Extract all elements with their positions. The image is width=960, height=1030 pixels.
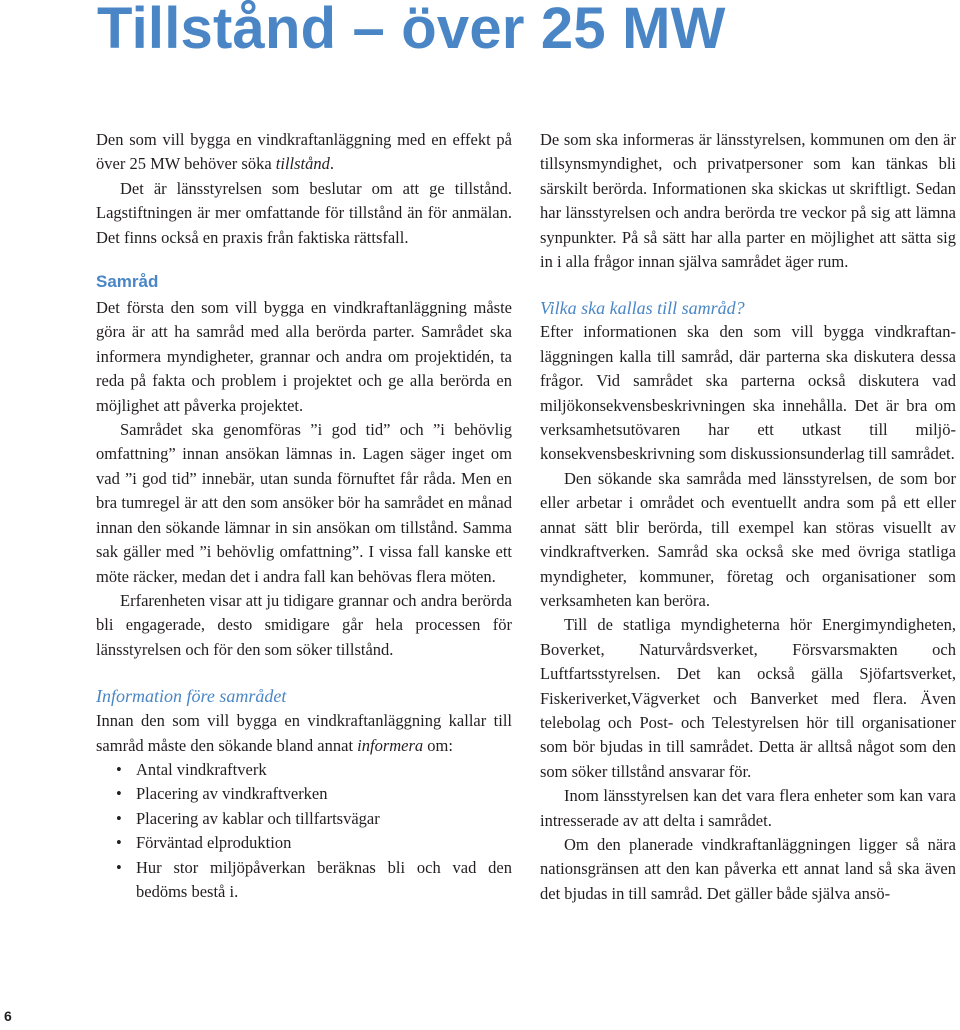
intro-paragraph — [96, 128, 512, 177]
bullet-icon: • — [116, 808, 122, 828]
information-list — [96, 758, 512, 904]
bullet-icon: • — [116, 784, 122, 804]
page-title: Tillstånd – över 25 MW — [97, 0, 726, 61]
vilka-paragraph-1: Efter informationen ska den som vill bygga vindkraftanläggningen kalla till samråd, där parterna ska diskutera dessa frågor. Vid samrådet ska parterna också diskutera vad miljökonsekvensbeskrivningen ska innehålla. Det är bra om verksamhetsutövaren har ett utkast till miljökonsekvensbeskrivning som diskussionsunderlag till samrådet. — [540, 322, 956, 464]
vilka-paragraph-4: Inom länsstyrelsen kan det vara flera enheter som kan vara intresserade av att delta i samrådet. — [540, 786, 956, 830]
right-column — [540, 128, 956, 906]
information-paragraph — [96, 709, 512, 758]
list-item — [116, 856, 512, 905]
samrad-paragraph-2: Samrådet ska genomföras ”i god tid” och ”i behövlig omfattning” innan ansökan lämnas in. Lagen säger inget om vad ”i god tid” innebär, utan sunda förnuftet får råda. Men en bra tumregel är att den som ansöker bör ha samrådet en månad innan den sökande lämnar in sin ansökan om tillstånd. Samma sak gäller med ”i behövlig omfattning”. I vissa fall kanske ett möte räcker, medan det i andra fall kan behövas flera möten. — [96, 420, 512, 586]
samrad-paragraph-3: Erfarenheten visar att ju tidigare grannar och andra berörda bli engagerade, desto smidigare går hela processen för länsstyrelsen och för den som söker tillstånd. — [96, 590, 512, 659]
list-item — [116, 807, 512, 831]
list-item-text: Placering av vindkraftverken — [136, 784, 328, 804]
intro-emphasis: tillstånd — [275, 154, 330, 174]
section-heading-vilka: Vilka ska kallas till samråd? — [540, 298, 745, 319]
bullet-icon: • — [116, 759, 122, 779]
list-item — [116, 831, 512, 855]
section-heading-samrad: Samråd — [96, 272, 159, 292]
list-item-text: Förväntad elproduktion — [136, 833, 292, 853]
vilka-paragraph-2: Den sökande ska samråda med länsstyrelsen, de som bor eller arbetar i området och eventuellt andra som på ett eller annat sätt blir berörda, till exempel kan störas visuellt av vindkraftverken. Samråd ska också ske med övriga statliga myndigheter, kommuner, företag och organisationer som verksamheten kan beröra. — [540, 468, 956, 610]
page-number: 6 — [4, 1008, 12, 1024]
information-text-end: om: — [423, 735, 453, 755]
samrad-paragraph-1: Det första den som vill bygga en vindkraftanläggning måste göra är att ha samråd med alla berörda parter. Samrådet ska informera myndigheter, grannar och andra om projektidén, ta reda på fakta och problem i projektet och ge alla berörda en möjlighet att påverka projektet. — [96, 298, 512, 415]
left-column — [96, 128, 512, 904]
recipients-paragraph: De som ska informeras är länsstyrelsen, kommunen om den är tillsynsmyndighet, och privatpersoner som kan tänkas bli särskilt berörda. Informationen ska skickas ut skriftligt. Sedan har länsstyrelsen och andra berörda tre veckor på sig att lämna synpunkter. På så sätt har alla parter en möjlighet att sätta sig in i alla frågor innan själva samrådet äger rum. — [540, 130, 956, 272]
intro-text-end: . — [329, 154, 334, 174]
list-item-text: Hur stor miljöpåverkan beräknas bli och vad den bedöms bestå i. — [136, 857, 512, 901]
information-text: Innan den som vill bygga en vindkraftanläggning kallar till samråd måste den sökande bland annat — [96, 711, 512, 755]
section-heading-information: Information före samrådet — [96, 686, 287, 707]
intro-text: Den som vill bygga en vindkraftanläggning med en effekt på över 25 MW behöver söka — [96, 130, 512, 174]
vilka-paragraph-3: Till de statliga myndigheterna hör Energimyndigheten, Boverket, Naturvårdsverket, Försvarsmakten och Luftfartsstyrelsen. Det kan också gälla Sjöfartsverket, Fiskeriverket,Vägverket och Banverket med flera. Även telebolag och Post- och Telestyrelsen hör till organisationer som bör bjudas in till samrådet. Detta är alltså något som den som söker tillstånd ansvarar för. — [540, 615, 956, 781]
information-emphasis: informera — [357, 735, 424, 755]
list-item-text: Antal vindkraftverk — [136, 759, 267, 779]
bullet-icon: • — [116, 857, 122, 877]
list-item — [116, 758, 512, 782]
list-item-text: Placering av kablar och tillfartsvägar — [136, 808, 380, 828]
permit-paragraph: Det är länsstyrelsen som beslutar om att ge tillstånd. Lagstiftningen är mer omfattande för tillstånd än för anmälan. Det finns också en praxis från faktiska rättsfall. — [96, 178, 512, 247]
bullet-icon: • — [116, 833, 122, 853]
vilka-paragraph-5: Om den planerade vindkraftanläggningen ligger så nära nationsgränsen att den kan påverka ett annat land så ska även det bjudas in till samråd. Det gäller både själva ansö- — [540, 834, 956, 903]
list-item — [116, 782, 512, 806]
